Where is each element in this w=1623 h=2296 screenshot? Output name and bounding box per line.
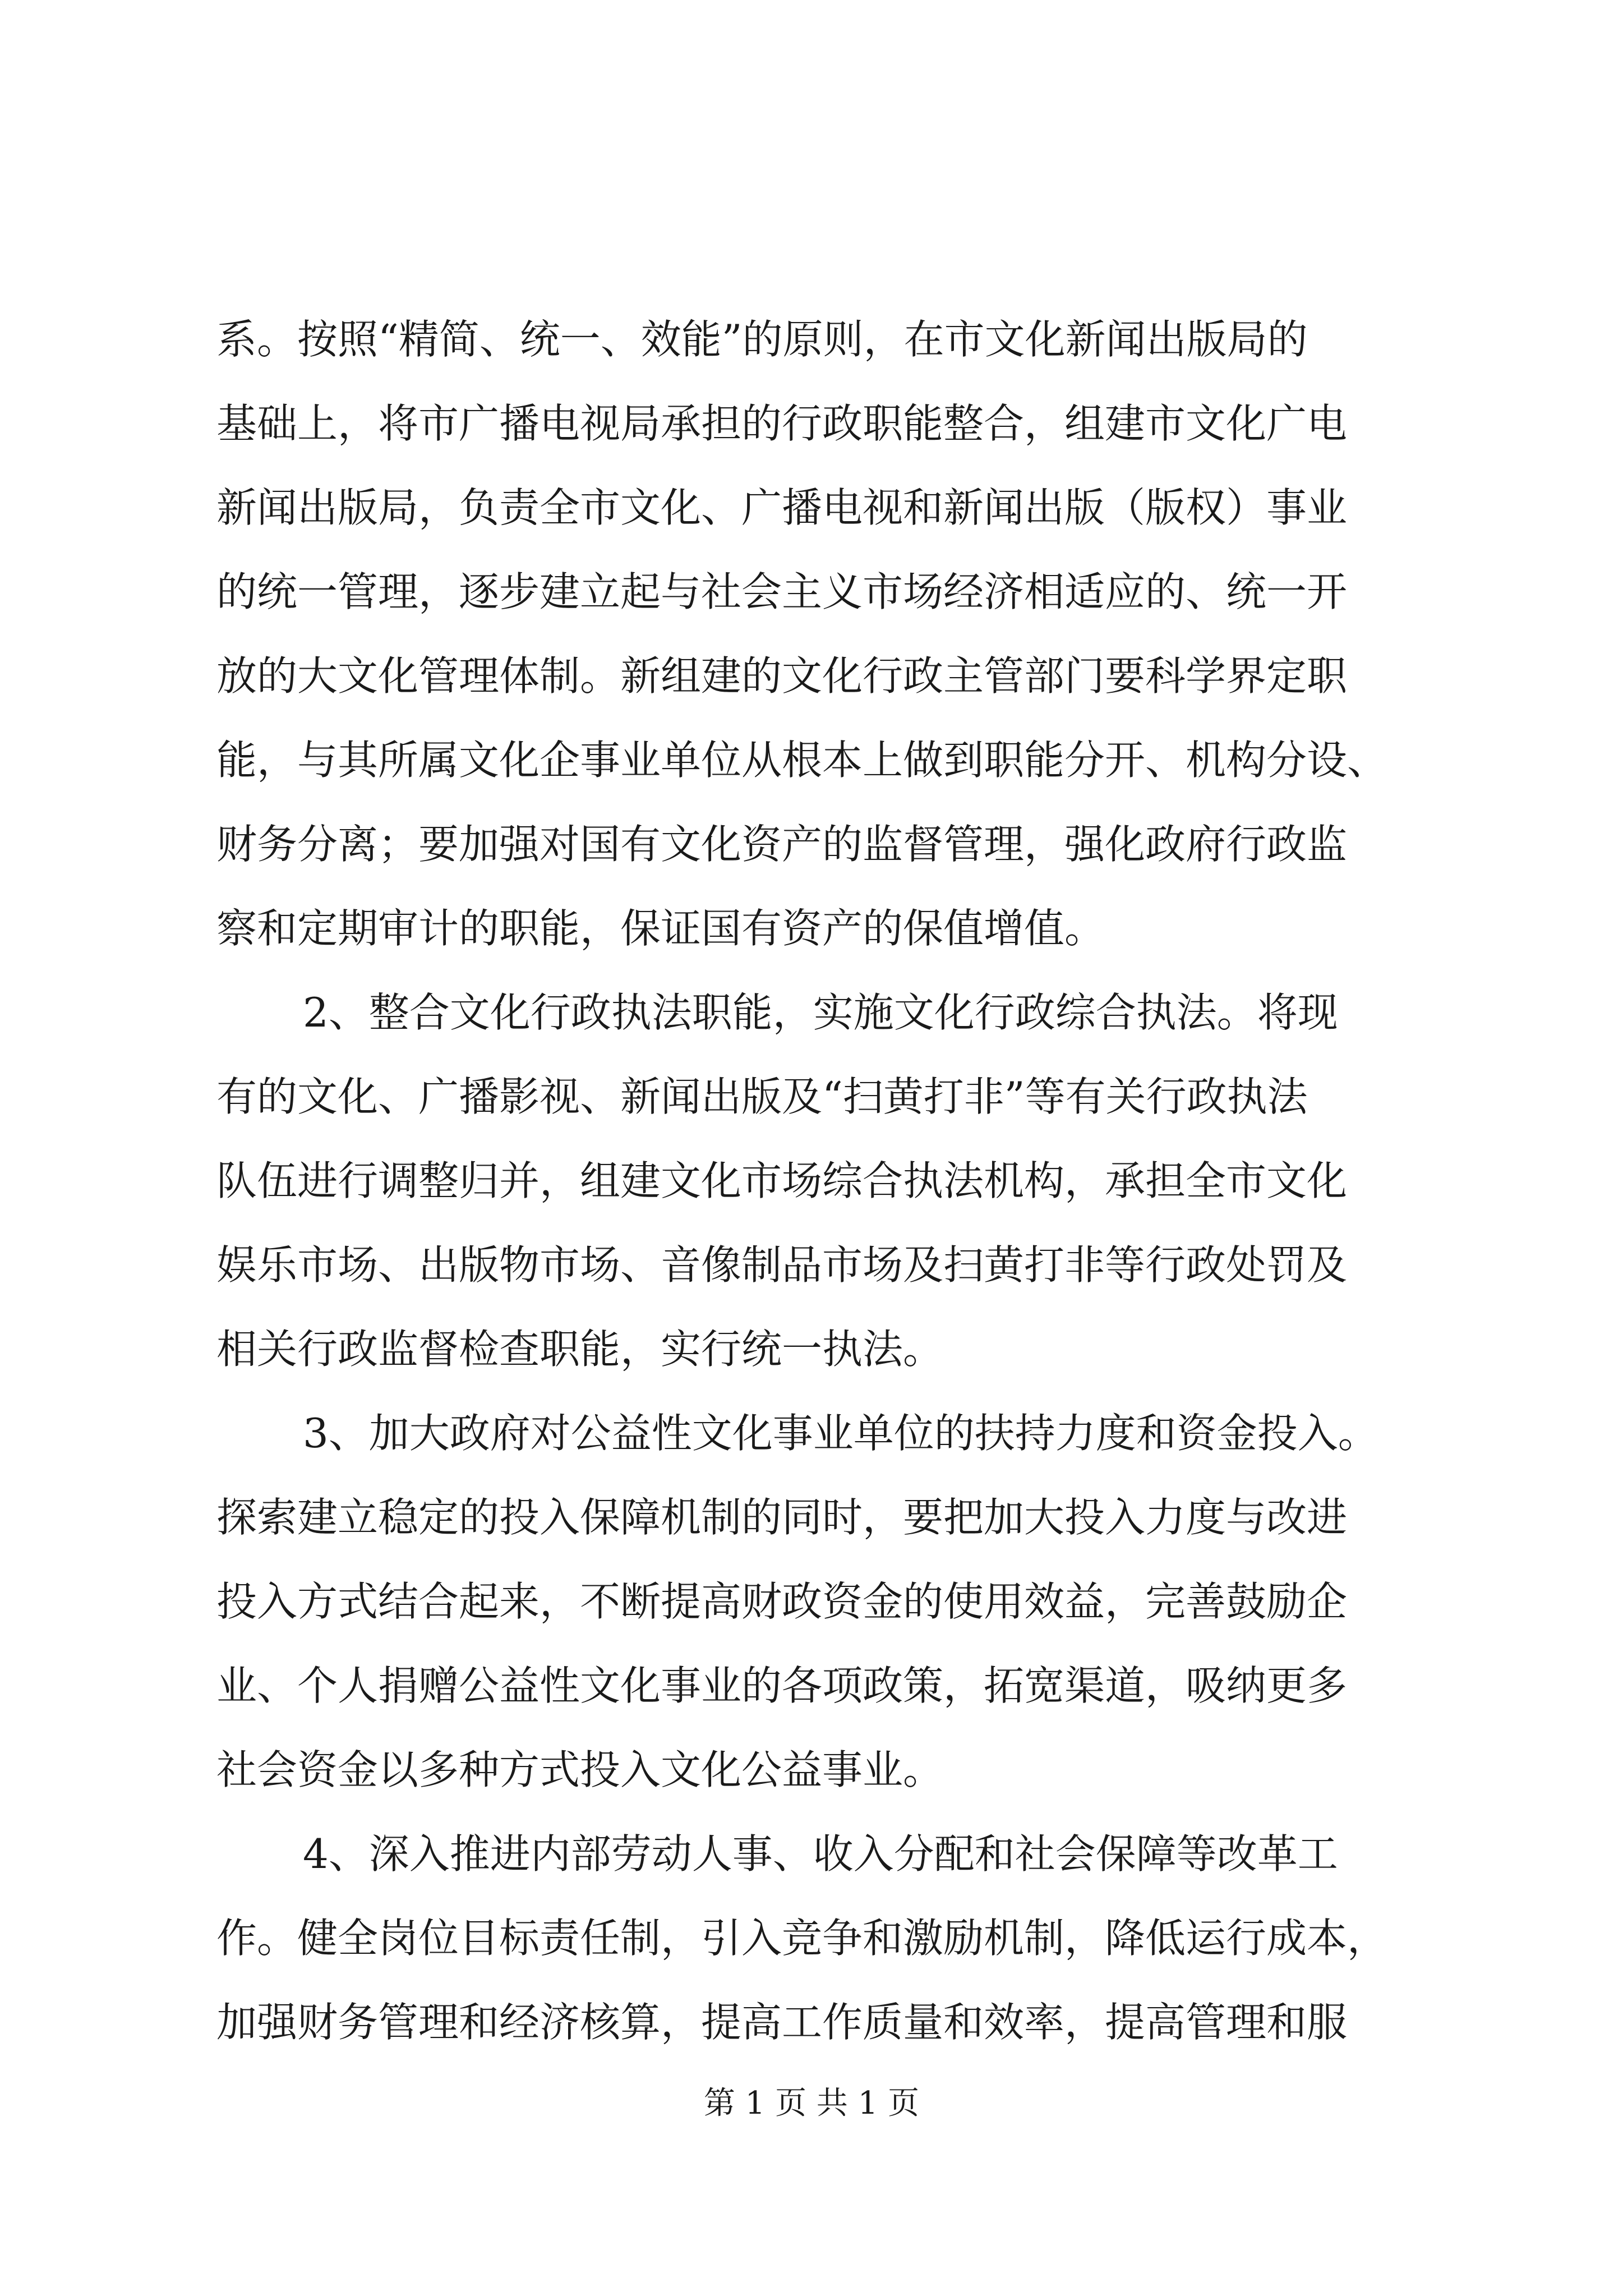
text-line: 社会资金以多种方式投入文化公益事业。 xyxy=(216,1746,944,1793)
text-line: 有的文化、广播影视、新闻出版及“扫黄打非”等有关行政执法 xyxy=(216,1073,1308,1120)
page-footer: 第 1 页 共 1 页 xyxy=(703,2085,920,2122)
text-line: 基础上，将市广播电视局承担的行政职能整合，组建市文化广电 xyxy=(216,400,1348,447)
text-line: 4、深入推进内部劳动人事、收入分配和社会保障等改革工 xyxy=(303,1830,1338,1878)
text-line: 察和定期审计的职能，保证国有资产的保值增值。 xyxy=(216,905,1105,952)
text-line: 娱乐市场、出版物市场、音像制品市场及扫黄打非等行政处罚及 xyxy=(216,1241,1348,1289)
text-line: 加强财务管理和经济核算，提高工作质量和效率，提高管理和服 xyxy=(216,1999,1348,2046)
text-line: 相关行政监督检查职能，实行统一执法。 xyxy=(216,1326,944,1373)
text-line: 新闻出版局，负责全市文化、广播电视和新闻出版（版权）事业 xyxy=(216,484,1348,531)
text-line: 业、个人捐赠公益性文化事业的各项政策，拓宽渠道，吸纳更多 xyxy=(216,1662,1348,1709)
text-line: 系。按照“精简、统一、效能”的原则，在市文化新闻出版局的 xyxy=(216,316,1308,363)
text-line: 投入方式结合起来，不断提高财政资金的使用效益，完善鼓励企 xyxy=(216,1578,1348,1625)
text-line: 探索建立稳定的投入保障机制的同时，要把加大投入力度与改进 xyxy=(216,1494,1348,1541)
text-line: 放的大文化管理体制。新组建的文化行政主管部门要科学界定职 xyxy=(216,652,1348,700)
text-line: 队伍进行调整归并，组建文化市场综合执法机构，承担全市文化 xyxy=(216,1157,1348,1204)
text-line: 2、整合文化行政执法职能，实施文化行政综合执法。将现 xyxy=(303,989,1338,1036)
text-line: 能，与其所属文化企事业单位从根本上做到职能分开、机构分设、 xyxy=(216,737,1388,784)
text-line: 的统一管理，逐步建立起与社会主义市场经济相适应的、统一开 xyxy=(216,568,1348,615)
text-line: 作。健全岗位目标责任制，引入竞争和激励机制，降低运行成本， xyxy=(216,1915,1388,1962)
text-line: 3、加大政府对公益性文化事业单位的扶持力度和资金投入。 xyxy=(303,1410,1378,1457)
text-line: 财务分离；要加强对国有文化资产的监督管理，强化政府行政监 xyxy=(216,821,1348,868)
